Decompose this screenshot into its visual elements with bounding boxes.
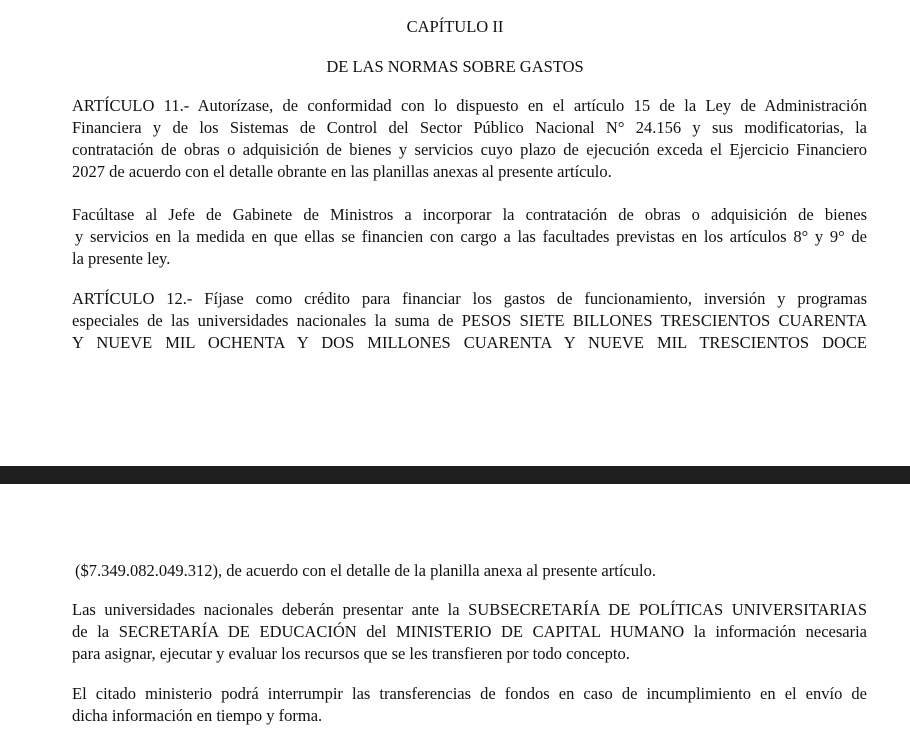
page-break-divider: [0, 466, 910, 484]
text-line: Y NUEVE MIL OCHENTA Y DOS MILLONES CUARENTA Y NUEVE MIL TRESCIENTOS DOCE: [72, 333, 867, 352]
text-line: de la SECRETARÍA DE EDUCACIÓN del MINISTERIO DE CAPITAL HUMANO la información necesaria: [72, 622, 867, 641]
section-title: DE LAS NORMAS SOBRE GASTOS: [326, 57, 584, 76]
text-line: ARTÍCULO 11.- Autorízase, de conformidad con lo dispuesto en el artículo 15 de la Ley de Administración: [72, 96, 867, 115]
chapter-title: CAPÍTULO II: [406, 17, 504, 36]
text-line: Financiera y de los Sistemas de Control del Sector Público Nacional N° 24.156 y sus modificatorias, la: [72, 118, 867, 137]
text-line: la presente ley.: [72, 249, 171, 268]
article-12-second-paragraph: [72, 599, 867, 665]
article-12-third-paragraph: [72, 683, 867, 727]
text-line: Las universidades nacionales deberán presentar ante la SUBSECRETARÍA DE POLÍTICAS UNIVERSITARIAS: [72, 600, 867, 619]
text-line: contratación de obras o adquisición de bienes y servicios cuyo plazo de ejecución exceda el Ejercicio Financiero: [72, 140, 867, 159]
text-line: 2027 de acuerdo con el detalle obrante en las planillas anexas al presente artículo.: [72, 162, 612, 181]
text-line: para asignar, ejecutar y evaluar los recursos que se les transfieren por todo concepto.: [72, 644, 630, 663]
text-line: ARTÍCULO 12.- Fíjase como crédito para financiar los gastos de funcionamiento, inversión y programas: [72, 289, 867, 308]
text-line: y servicios en la medida en que ellas se financien con cargo a las facultades previstas en los artículos 8° y 9° de: [75, 227, 867, 246]
article-11-second-paragraph: [72, 204, 867, 270]
article-12-paragraph: [72, 288, 867, 354]
article-12-amount-continuation: [75, 560, 870, 582]
article-11-paragraph: [72, 95, 867, 183]
text-line: Facúltase al Jefe de Gabinete de Ministros a incorporar la contratación de obras o adquisición de bienes: [72, 205, 867, 224]
document-page-lower: [0, 484, 910, 745]
text-line: especiales de las universidades nacionales la suma de PESOS SIETE BILLONES TRESCIENTOS CUARENTA: [72, 311, 867, 330]
text-line: ($7.349.082.049.312), de acuerdo con el detalle de la planilla anexa al presente artículo.: [75, 561, 656, 580]
text-line: El citado ministerio podrá interrumpir las transferencias de fondos en caso de incumplimiento en el envío de: [72, 684, 867, 703]
text-line: dicha información en tiempo y forma.: [72, 706, 323, 725]
